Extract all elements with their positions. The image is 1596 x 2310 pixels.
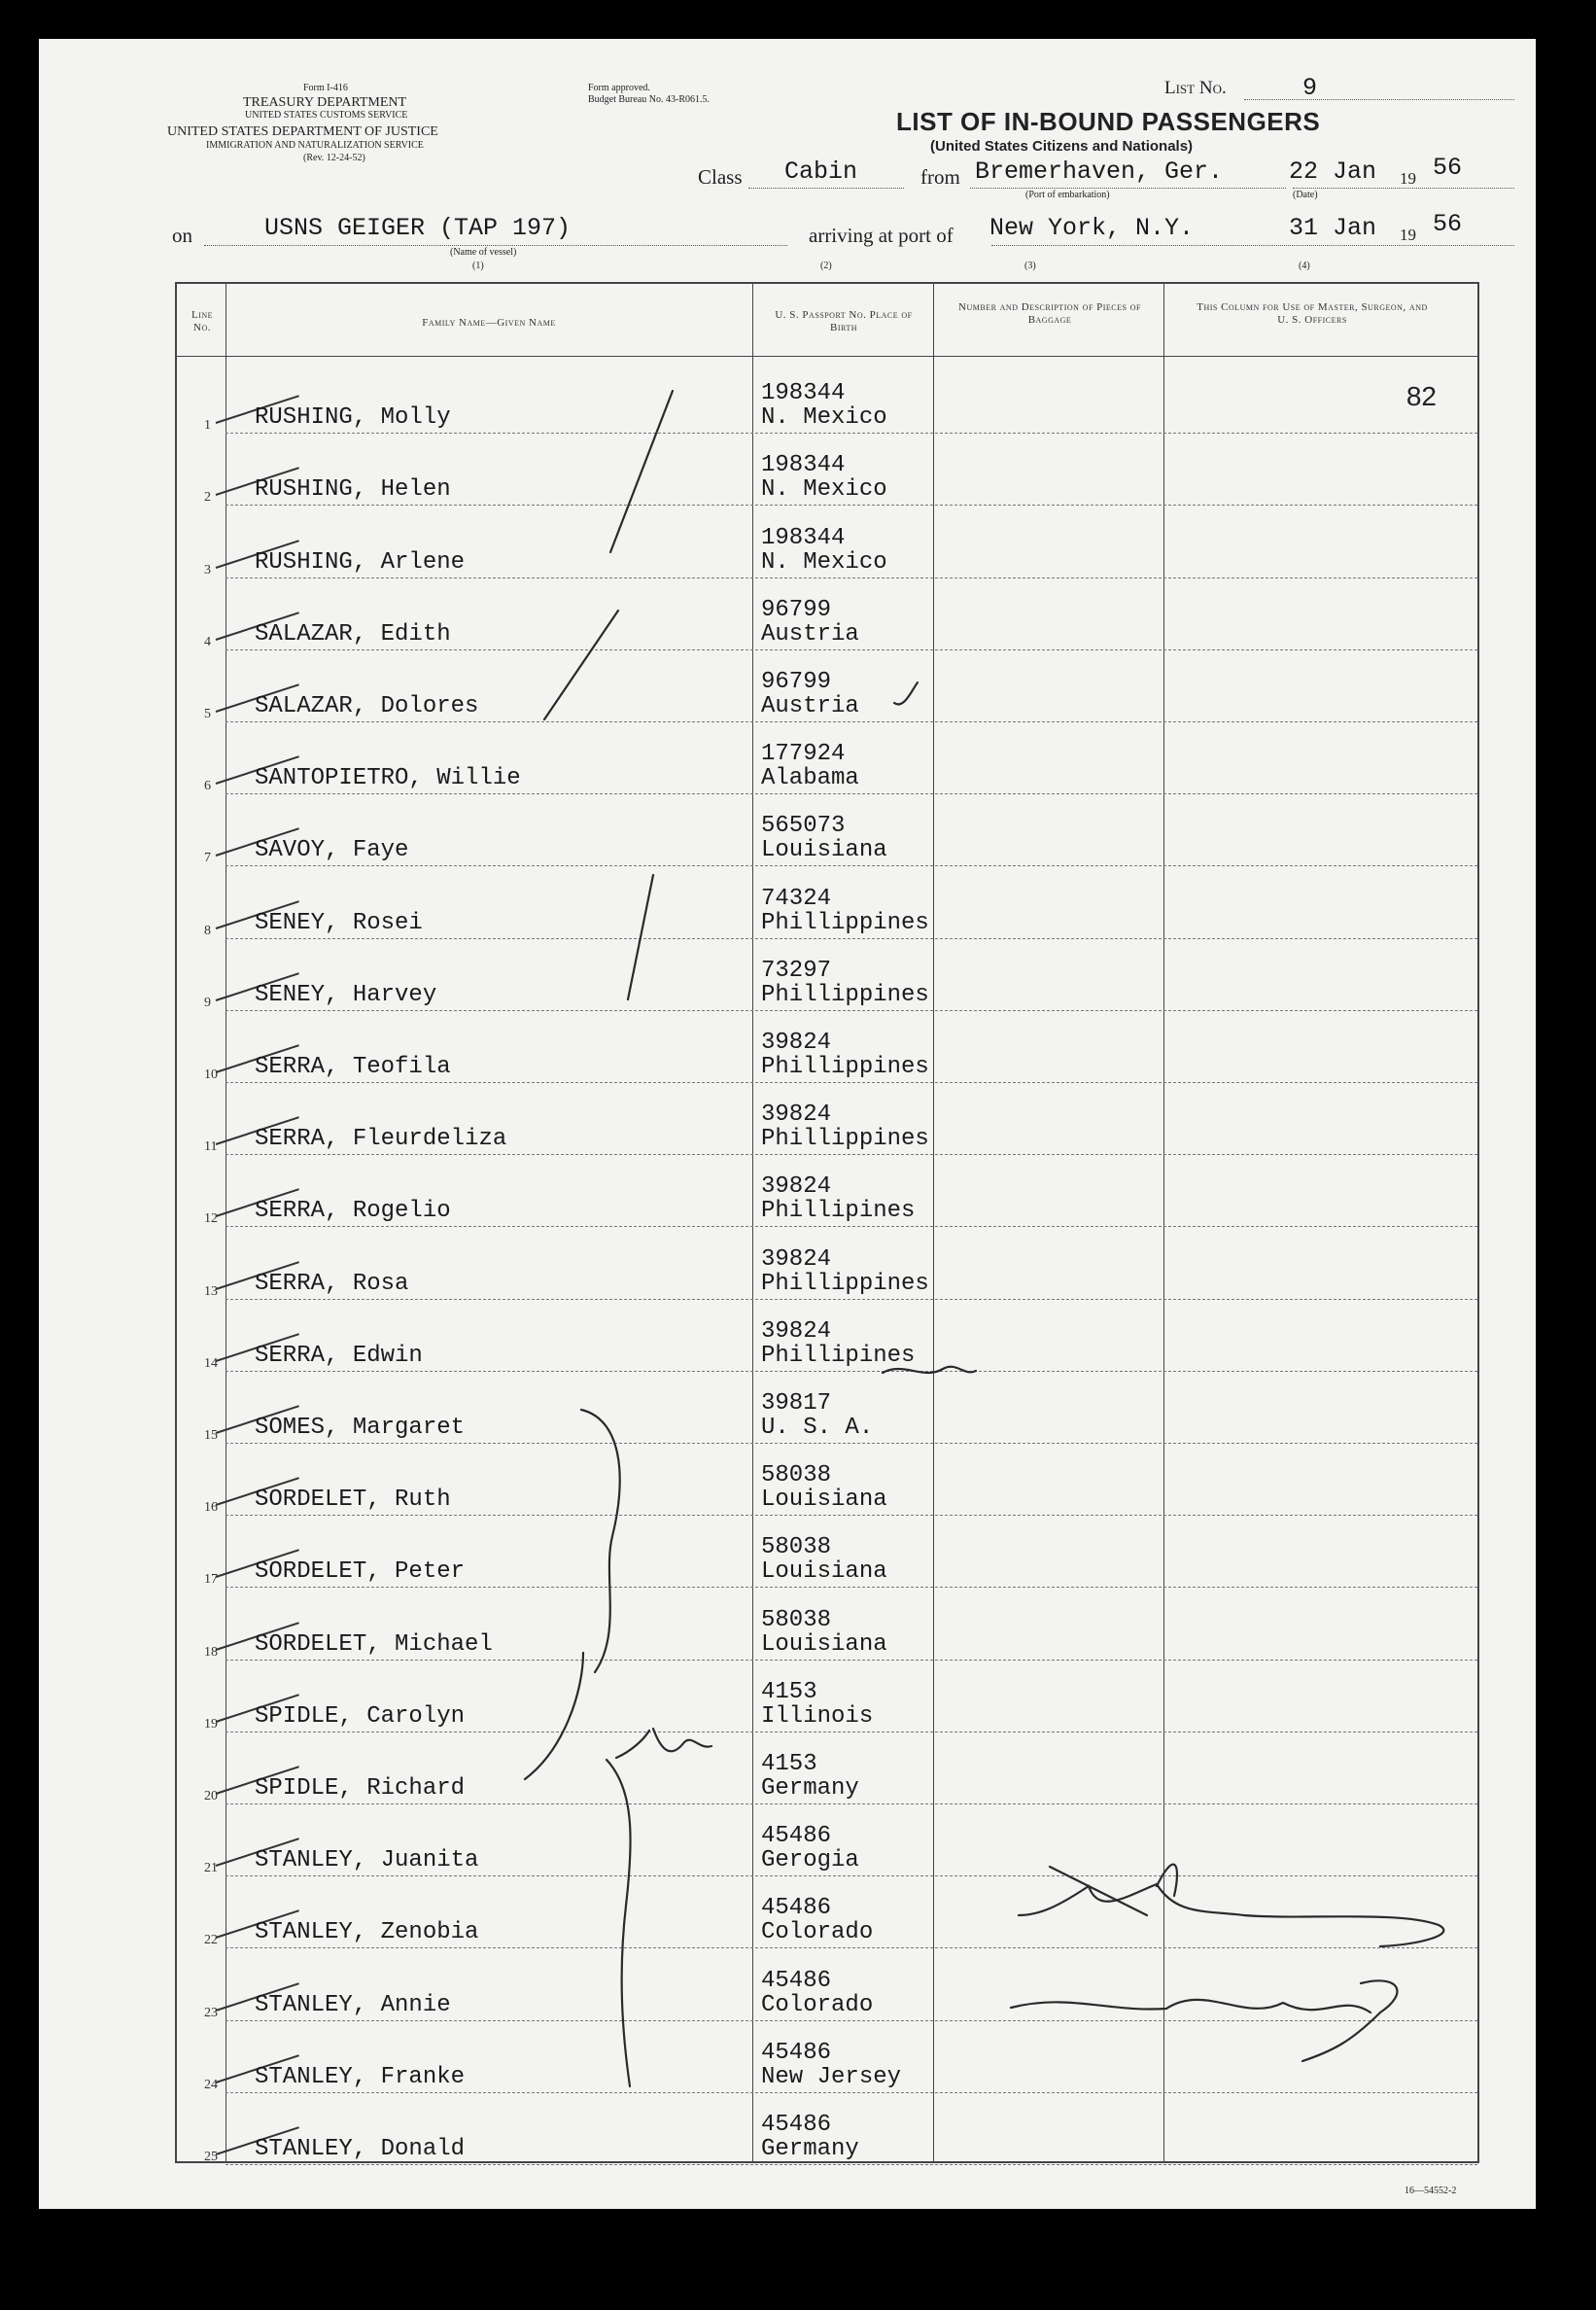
line-number: 22 xyxy=(204,1933,218,1948)
passenger-name: RUSHING, Helen xyxy=(255,476,451,504)
place-of-birth: Gerogia xyxy=(761,1847,859,1874)
passport-number: 198344 xyxy=(761,452,846,479)
col-caption-4: (4) xyxy=(1299,261,1310,271)
passenger-name: RUSHING, Arlene xyxy=(255,548,466,576)
line-number: 15 xyxy=(204,1427,218,1443)
place-of-birth: Germany xyxy=(761,1774,859,1802)
header-baggage: Number and Description of Pieces of Baggage xyxy=(958,301,1141,326)
passenger-name: STANLEY, Juanita xyxy=(255,1847,479,1874)
form-number: Form I-416 xyxy=(303,83,348,93)
passport-number: 177924 xyxy=(761,741,846,768)
class-value: Cabin xyxy=(784,158,858,186)
passport-number: 198344 xyxy=(761,380,846,407)
header-officers: This Column for Use of Master, Surgeon, and U. S. Officers xyxy=(1197,301,1428,326)
page-subtitle: (United States Citizens and Nationals) xyxy=(930,138,1194,155)
embark-date: 22 Jan xyxy=(1289,158,1377,186)
line-number: 3 xyxy=(204,562,211,578)
place-of-birth: Colorado xyxy=(761,1919,874,1946)
passport-number: 96799 xyxy=(761,668,832,695)
arriving-label: arriving at port of xyxy=(809,224,954,247)
col-caption-2: (2) xyxy=(820,261,832,271)
agency-line: UNITED STATES DEPARTMENT OF JUSTICE xyxy=(167,124,438,139)
agency-line: IMMIGRATION AND NATURALIZATION SERVICE xyxy=(206,140,424,151)
page-title: LIST OF IN-BOUND PASSENGERS xyxy=(896,107,1321,136)
line-number: 13 xyxy=(204,1283,218,1299)
passenger-name: SANTOPIETRO, Willie xyxy=(255,765,521,792)
officer-note: 82 xyxy=(1405,381,1437,412)
passport-number: 58038 xyxy=(761,1462,832,1489)
place-of-birth: Louisiana xyxy=(761,1487,887,1514)
passport-number: 45486 xyxy=(761,1967,832,1994)
passport-number: 96799 xyxy=(761,596,832,623)
place-of-birth: U. S. A. xyxy=(761,1414,874,1441)
line-number: 24 xyxy=(204,2077,218,2092)
passport-number: 45486 xyxy=(761,1895,832,1922)
line-number: 23 xyxy=(204,2005,218,2020)
print-code: 16—54552-2 xyxy=(1405,2186,1457,2196)
passenger-name: STANLEY, Zenobia xyxy=(255,1919,479,1946)
agency-line: TREASURY DEPARTMENT xyxy=(243,95,407,110)
passenger-name: SERRA, Rogelio xyxy=(255,1198,451,1225)
place-of-birth: Germany xyxy=(761,2135,859,2162)
place-of-birth: Phillippines xyxy=(761,1053,929,1080)
line-number: 19 xyxy=(204,1716,218,1732)
passenger-name: SERRA, Edwin xyxy=(255,1342,423,1369)
form-revision: (Rev. 12-24-52) xyxy=(303,153,365,163)
line-number: 25 xyxy=(204,2149,218,2164)
line-number: 16 xyxy=(204,1500,218,1516)
embark-year: 56 xyxy=(1433,154,1463,182)
passenger-name: SORDELET, Peter xyxy=(255,1558,466,1586)
line-number: 10 xyxy=(204,1067,218,1082)
passport-number: 58038 xyxy=(761,1606,832,1633)
place-of-birth: Phillipines xyxy=(761,1198,916,1225)
arrival-year-prefix: 19 xyxy=(1400,226,1416,244)
passenger-name: SALAZAR, Dolores xyxy=(255,692,479,719)
passenger-name: SPIDLE, Richard xyxy=(255,1774,466,1802)
place-of-birth: Austria xyxy=(761,620,859,648)
form-approved: Form approved. xyxy=(588,83,650,93)
line-number: 4 xyxy=(204,634,211,649)
arrival-date: 31 Jan xyxy=(1289,214,1377,242)
passport-number: 4153 xyxy=(761,1750,817,1777)
line-number: 1 xyxy=(204,418,211,434)
place-of-birth: N. Mexico xyxy=(761,404,887,432)
class-label: Class xyxy=(698,165,743,189)
port-of-embarkation: Bremerhaven, Ger. xyxy=(975,158,1224,186)
passenger-name: SENEY, Rosei xyxy=(255,909,423,936)
passenger-name: SOMES, Margaret xyxy=(255,1414,466,1441)
line-number: 5 xyxy=(204,706,211,721)
line-number: 18 xyxy=(204,1644,218,1660)
place-of-birth: Colorado xyxy=(761,1991,874,2018)
line-number: 2 xyxy=(204,490,211,506)
passenger-name: STANLEY, Franke xyxy=(255,2063,466,2090)
passenger-name: SERRA, Rosa xyxy=(255,1270,409,1297)
place-of-birth: Phillippines xyxy=(761,1126,929,1153)
port-of-arrival: New York, N.Y. xyxy=(989,214,1195,242)
arrival-year: 56 xyxy=(1433,210,1463,238)
line-number: 7 xyxy=(204,851,211,866)
line-number: 21 xyxy=(204,1861,218,1876)
passport-number: 39824 xyxy=(761,1029,832,1056)
passport-number: 39817 xyxy=(761,1389,832,1417)
embark-year-prefix: 19 xyxy=(1400,169,1416,188)
place-of-birth: Louisiana xyxy=(761,1558,887,1586)
place-of-birth: N. Mexico xyxy=(761,548,887,576)
passport-number: 58038 xyxy=(761,1534,832,1561)
line-number: 8 xyxy=(204,923,211,938)
list-no-label: List No. xyxy=(1164,78,1227,98)
header-line-no: Line No. xyxy=(191,309,214,333)
line-number: 20 xyxy=(204,1788,218,1803)
port-embark-caption: (Port of embarkation) xyxy=(1025,190,1110,200)
passport-number: 73297 xyxy=(761,957,832,984)
col-caption-1: (1) xyxy=(472,261,484,271)
col-caption-3: (3) xyxy=(1024,261,1036,271)
passport-number: 39824 xyxy=(761,1317,832,1345)
passenger-name: STANLEY, Annie xyxy=(255,1991,451,2018)
line-number: 17 xyxy=(204,1572,218,1588)
place-of-birth: Phillippines xyxy=(761,1270,929,1297)
passport-number: 45486 xyxy=(761,2111,832,2138)
passport-number: 74324 xyxy=(761,885,832,912)
passport-number: 39824 xyxy=(761,1102,832,1129)
passport-number: 39824 xyxy=(761,1173,832,1201)
date-caption: (Date) xyxy=(1293,190,1318,200)
place-of-birth: Phillippines xyxy=(761,909,929,936)
line-number: 14 xyxy=(204,1355,218,1371)
header-name: Family Name—Given Name xyxy=(422,317,556,329)
place-of-birth: Illinois xyxy=(761,1702,874,1730)
place-of-birth: Alabama xyxy=(761,765,859,792)
place-of-birth: Austria xyxy=(761,692,859,719)
passport-number: 198344 xyxy=(761,524,846,551)
place-of-birth: Phillipines xyxy=(761,1342,916,1369)
passenger-name: SORDELET, Ruth xyxy=(255,1487,451,1514)
from-label: from xyxy=(920,165,960,189)
passport-number: 39824 xyxy=(761,1245,832,1273)
place-of-birth: New Jersey xyxy=(761,2063,902,2090)
place-of-birth: N. Mexico xyxy=(761,476,887,504)
passenger-name: SALAZAR, Edith xyxy=(255,620,451,648)
passport-number: 45486 xyxy=(761,1823,832,1850)
line-number: 9 xyxy=(204,995,211,1010)
vessel-name: USNS GEIGER (TAP 197) xyxy=(264,214,572,242)
place-of-birth: Phillippines xyxy=(761,981,929,1008)
passport-number: 45486 xyxy=(761,2039,832,2066)
passenger-name: SPIDLE, Carolyn xyxy=(255,1702,466,1730)
passenger-name: SAVOY, Faye xyxy=(255,837,409,864)
vessel-caption: (Name of vessel) xyxy=(450,247,517,258)
agency-line: UNITED STATES CUSTOMS SERVICE xyxy=(245,110,408,121)
place-of-birth: Louisiana xyxy=(761,837,887,864)
place-of-birth: Louisiana xyxy=(761,1630,887,1658)
line-number: 6 xyxy=(204,779,211,794)
passenger-name: SERRA, Fleurdeliza xyxy=(255,1126,507,1153)
list-no-value: 9 xyxy=(1302,74,1318,102)
passenger-name: STANLEY, Donald xyxy=(255,2135,466,2162)
passport-number: 565073 xyxy=(761,813,846,840)
handwritten-marks xyxy=(39,39,1536,2209)
header-passport: U. S. Passport No. Place of Birth xyxy=(775,309,913,333)
line-number: 11 xyxy=(204,1139,218,1155)
on-label: on xyxy=(172,224,192,247)
passenger-name: SORDELET, Michael xyxy=(255,1630,493,1658)
budget-bureau: Budget Bureau No. 43-R061.5. xyxy=(588,94,710,105)
passenger-name: SERRA, Teofila xyxy=(255,1053,451,1080)
passenger-name: RUSHING, Molly xyxy=(255,404,451,432)
manifest-page xyxy=(39,39,1536,2209)
passenger-name: SENEY, Harvey xyxy=(255,981,437,1008)
passport-number: 4153 xyxy=(761,1678,817,1705)
line-number: 12 xyxy=(204,1211,218,1227)
